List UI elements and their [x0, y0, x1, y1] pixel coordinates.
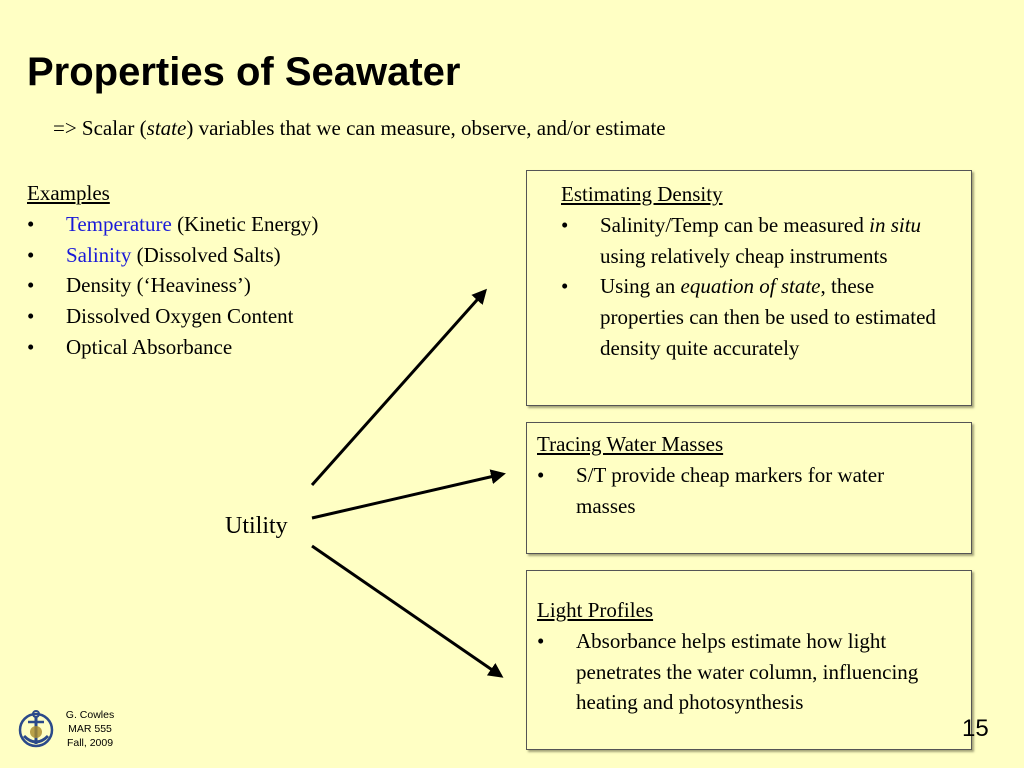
arrow-to-light-profiles	[312, 546, 501, 676]
utility-label: Utility	[225, 513, 288, 539]
box-heading: Tracing Water Masses	[537, 432, 724, 456]
item-text: Using an	[600, 274, 681, 299]
item-text: , these properties can then be used to estimated density quite accurately	[600, 274, 936, 360]
subtitle-suffix: ) variables that we can measure, observe, and/or estimate	[186, 116, 666, 140]
page-number: 15	[962, 715, 989, 742]
box-list	[561, 210, 961, 364]
tracing-water-masses-box	[526, 422, 972, 554]
item-text: using relatively cheap instruments	[600, 212, 932, 268]
footer-term: Fall, 2009	[66, 737, 114, 749]
example-text: (Kinetic Energy)	[171, 211, 319, 236]
footer-author: G. Cowles	[65, 709, 115, 721]
item-italic: in situ	[869, 212, 922, 237]
footer-course: MAR 555	[68, 723, 112, 735]
anchor-logo-icon	[16, 706, 56, 750]
list-item: • Absorbance helps estimate how light penetrates the water column, influencing heating and photosynthesis	[537, 626, 961, 718]
example-text: Dissolved Oxygen Content	[66, 304, 294, 329]
box-list	[537, 626, 961, 718]
subtitle-italic: state	[146, 116, 187, 140]
list-item	[561, 210, 961, 272]
subtitle-prefix: => Scalar (	[53, 116, 147, 140]
box-list	[537, 460, 961, 522]
box-heading: Light Profiles	[537, 598, 654, 622]
arrow-to-density	[312, 291, 485, 485]
footer-credit	[58, 708, 122, 750]
item-italic: equation of state	[680, 274, 821, 299]
list-item: • S/T provide cheap markers for water masses	[537, 460, 961, 522]
slide-title: Properties of Seawater	[27, 50, 461, 94]
list-item	[561, 271, 961, 363]
example-highlight: Temperature	[66, 211, 172, 236]
item-text: Salinity/Temp can be measured	[600, 212, 870, 237]
light-profiles-box	[526, 570, 972, 750]
example-text: Optical Absorbance	[66, 334, 233, 359]
examples-heading: Examples	[27, 181, 110, 205]
example-text: (Dissolved Salts)	[131, 242, 281, 267]
example-text: Density (‘Heaviness’)	[66, 273, 251, 298]
example-highlight: Salinity	[66, 242, 132, 267]
arrow-to-water-masses	[312, 474, 503, 518]
estimating-density-box	[526, 170, 972, 406]
box-heading: Estimating Density	[561, 182, 723, 206]
